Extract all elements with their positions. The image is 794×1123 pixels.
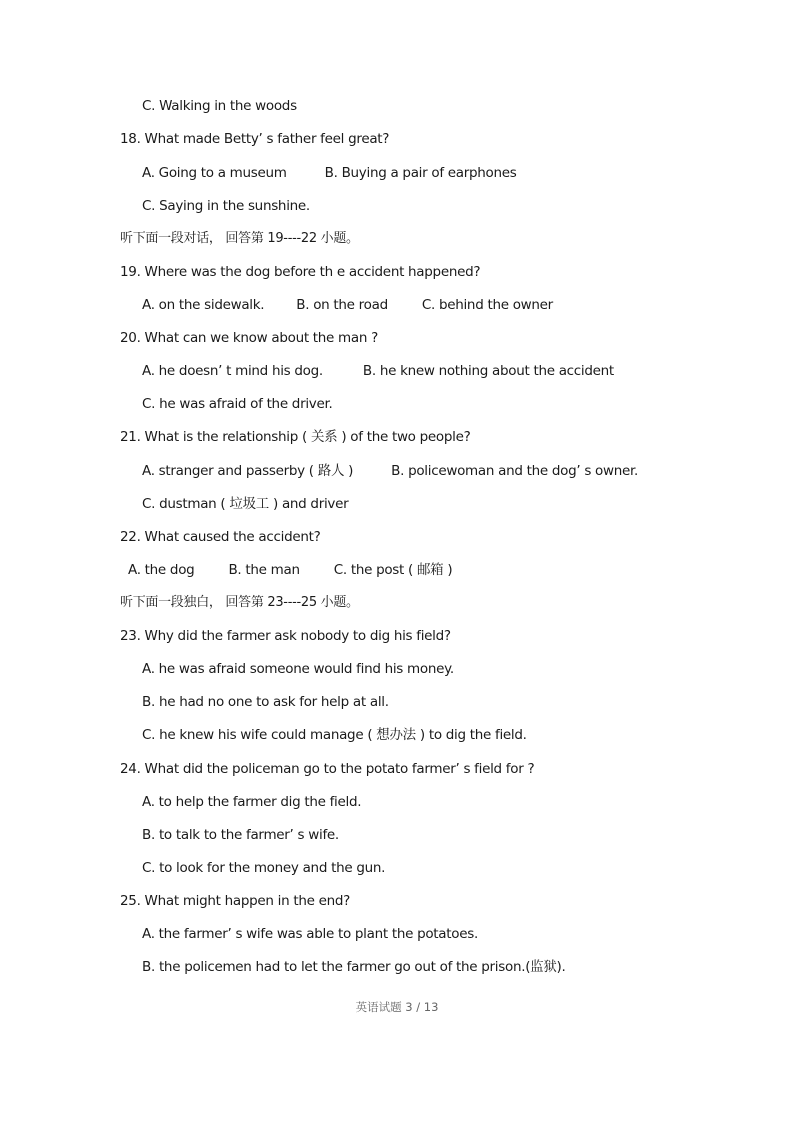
option-21a: A. stranger and passerby ( 路人 ) <box>142 463 354 479</box>
option-18a: A. Going to a museum <box>142 165 287 181</box>
option-21c: C. dustman ( 垃圾工 ) and driver <box>142 496 349 512</box>
option-18b: B. Buying a pair of earphones <box>324 165 517 181</box>
option-22b: B. the man <box>228 562 300 578</box>
option-23a: A. he was afraid someone would find his money. <box>142 661 454 677</box>
section-instruction-2: 听下面一段独白， 回答第 23----25 小题。 <box>120 595 359 610</box>
section-instruction-1: 听下面一段对话， 回答第 19----22 小题。 <box>120 231 359 246</box>
question-22: 22. What caused the accident? <box>120 529 321 545</box>
option-24b: B. to talk to the farmer’ s wife. <box>142 827 339 843</box>
question-23: 23. Why did the farmer ask nobody to dig his field? <box>120 628 451 644</box>
option-18c: C. Saying in the sunshine. <box>142 198 310 214</box>
option-25b: B. the policemen had to let the farmer go out of the prison.(监狱). <box>142 959 566 975</box>
option-17c: C. Walking in the woods <box>142 98 297 114</box>
options-21-row1 <box>142 462 638 480</box>
option-21b: B. policewoman and the dog’ s owner. <box>391 463 639 479</box>
option-22a: A. the dog <box>128 562 195 578</box>
options-18-row1 <box>142 164 516 182</box>
option-20b: B. he knew nothing about the accident <box>362 363 614 379</box>
question-18: 18. What made Betty’ s father feel great? <box>120 131 390 147</box>
option-24c: C. to look for the money and the gun. <box>142 860 386 876</box>
question-19: 19. Where was the dog before th e accident happened? <box>120 264 481 280</box>
option-23c: C. he knew his wife could manage ( 想办法 ) to dig the field. <box>142 727 527 743</box>
options-20-row1 <box>142 362 614 380</box>
option-23b: B. he had no one to ask for help at all. <box>142 694 389 710</box>
options-19 <box>142 296 553 314</box>
option-24a: A. to help the farmer dig the field. <box>142 794 362 810</box>
option-20a: A. he doesn’ t mind his dog. <box>142 363 323 379</box>
page-footer: 英语试题 3 / 13 <box>355 1000 439 1014</box>
question-20: 20. What can we know about the man ? <box>120 330 378 346</box>
question-25: 25. What might happen in the end? <box>120 893 350 909</box>
option-25a: A. the farmer’ s wife was able to plant the potatoes. <box>142 926 478 942</box>
option-19b: B. on the road <box>296 297 388 313</box>
option-19c: C. behind the owner <box>421 297 553 313</box>
question-21: 21. What is the relationship ( 关系 ) of the two people? <box>120 429 471 445</box>
option-19a: A. on the sidewalk. <box>142 297 265 313</box>
options-22 <box>128 561 452 579</box>
option-22c: C. the post ( 邮箱 ) <box>333 562 453 578</box>
option-20c: C. he was afraid of the driver. <box>142 396 333 412</box>
question-24: 24. What did the policeman go to the potato farmer’ s field for ? <box>120 761 535 777</box>
